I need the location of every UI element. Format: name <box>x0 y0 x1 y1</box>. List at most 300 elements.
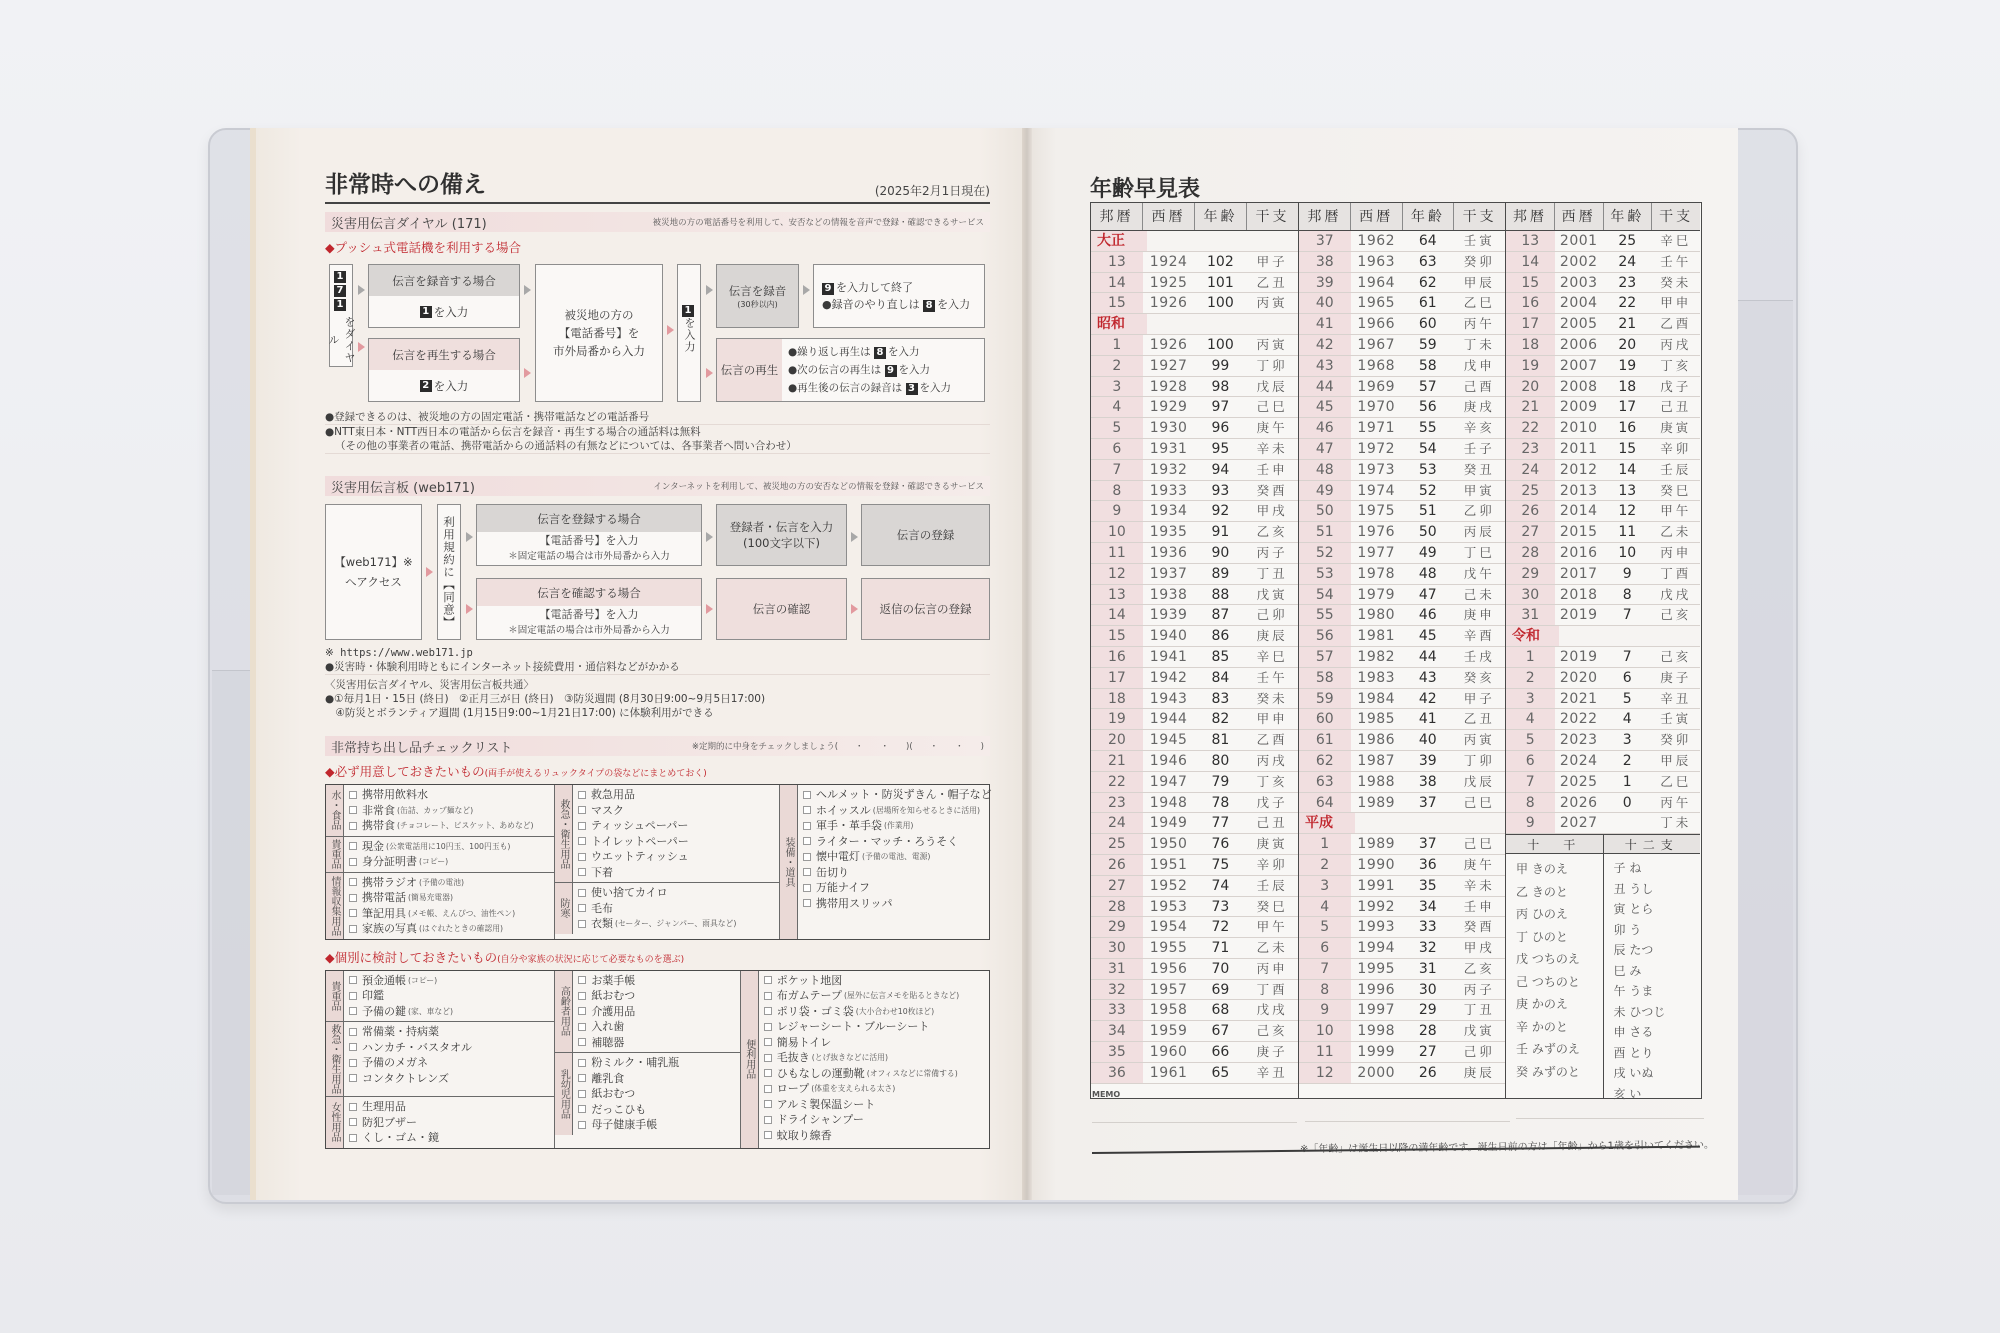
age: 24 <box>1618 253 1637 270</box>
japanese-year: 25 <box>1506 481 1555 501</box>
age-table-row <box>1506 397 1700 418</box>
checklist-item[interactable] <box>578 988 734 1004</box>
zodiac-legend-header <box>1506 834 1700 854</box>
checklist-item-label: 携帯ラジオ <box>362 875 417 889</box>
zodiac-sign: 丁亥 <box>1256 773 1288 789</box>
zodiac-sign: 庚午 <box>1256 420 1288 436</box>
checkbox-icon[interactable] <box>349 1059 357 1067</box>
zodiac-sign: 壬辰 <box>1256 877 1288 893</box>
checkbox-icon[interactable] <box>578 976 586 984</box>
checkbox-icon[interactable] <box>803 791 811 799</box>
zodiac-sign: 壬午 <box>1256 669 1288 685</box>
zodiac-sign: 壬辰 <box>1660 461 1692 477</box>
arrow-right-icon <box>803 285 810 295</box>
age-table-row <box>1299 460 1505 481</box>
japanese-year: 27 <box>1506 522 1555 542</box>
age-table-header-cell: 西暦 <box>1143 203 1195 230</box>
checklist-item[interactable] <box>578 885 774 901</box>
western-year: 2006 <box>1559 336 1598 353</box>
checkbox-icon[interactable] <box>578 1074 586 1082</box>
checklist-item[interactable] <box>578 1019 734 1035</box>
checkbox-icon[interactable] <box>349 1074 357 1082</box>
checklist-item[interactable] <box>349 854 549 870</box>
checklist-item[interactable] <box>349 1024 549 1040</box>
checklist-item[interactable] <box>764 1097 984 1113</box>
checklist-item[interactable] <box>578 1004 734 1020</box>
checklist-item[interactable] <box>764 973 984 989</box>
checkbox-icon[interactable] <box>803 806 811 814</box>
western-year: 1998 <box>1357 1023 1396 1040</box>
checklist-group-label: 救急・衛生用品 <box>555 785 573 882</box>
age: 27 <box>1418 1044 1437 1061</box>
checklist-item[interactable] <box>578 1086 734 1102</box>
press-1-box <box>677 264 701 402</box>
age: 57 <box>1418 378 1437 395</box>
western-year: 1973 <box>1357 461 1396 478</box>
checklist-item[interactable] <box>349 1040 549 1056</box>
japanese-year: 35 <box>1091 1042 1143 1062</box>
emergency-preparedness-section <box>325 172 990 1149</box>
checkbox-icon[interactable] <box>578 992 586 1000</box>
checklist-item[interactable] <box>578 865 774 881</box>
key-2-icon: 2 <box>420 380 432 392</box>
record-box <box>716 264 799 328</box>
western-year: 1934 <box>1149 503 1188 520</box>
western-year: 1941 <box>1149 648 1188 665</box>
checkbox-icon[interactable] <box>764 992 772 1000</box>
checkbox-icon[interactable] <box>578 837 586 845</box>
western-year: 1960 <box>1149 1044 1188 1061</box>
checkbox-icon[interactable] <box>578 822 586 830</box>
zodiac-sign: 甲午 <box>1660 503 1692 519</box>
zodiac-sign: 丙戌 <box>1256 752 1288 768</box>
checklist-item[interactable] <box>764 1035 984 1051</box>
checklist-item[interactable] <box>803 787 992 803</box>
japanese-year: 7 <box>1506 772 1555 792</box>
western-year: 1972 <box>1357 440 1396 457</box>
age: 33 <box>1418 919 1437 936</box>
western-year: 1959 <box>1149 1023 1188 1040</box>
era-row <box>1506 626 1700 647</box>
checkbox-icon[interactable] <box>578 791 586 799</box>
junishi-item: 申 さる <box>1613 1025 1654 1040</box>
checklist-group <box>741 971 989 1148</box>
age-table-row <box>1506 772 1700 793</box>
checklist-item[interactable] <box>803 803 992 819</box>
age-table-row <box>1091 626 1298 647</box>
checkbox-icon[interactable] <box>803 853 811 861</box>
era-row <box>1091 231 1298 252</box>
japanese-year: 52 <box>1299 543 1351 563</box>
checkbox-icon[interactable] <box>349 992 357 1000</box>
era-name: 大正 <box>1091 231 1147 251</box>
age: 11 <box>1618 524 1637 541</box>
checkbox-icon[interactable] <box>349 842 357 850</box>
checklist-item[interactable] <box>349 1115 549 1131</box>
zodiac-sign: 庚子 <box>1256 1044 1288 1060</box>
key-1-icon: 1 <box>420 306 432 318</box>
dial-171-flow <box>325 260 990 394</box>
age-table-header <box>1299 203 1505 231</box>
age: 55 <box>1418 420 1437 437</box>
zodiac-sign: 甲申 <box>1256 711 1288 727</box>
checklist-item-label: 介護用品 <box>591 1004 636 1018</box>
checkbox-icon[interactable] <box>578 1038 586 1046</box>
checkbox-icon[interactable] <box>764 976 772 984</box>
age-table-row <box>1091 273 1298 294</box>
key-1-icon: 1 <box>682 305 694 317</box>
age-table-row <box>1299 1063 1505 1084</box>
japanese-year: 6 <box>1506 751 1555 771</box>
western-year: 1926 <box>1149 336 1188 353</box>
junishi-item: 未 ひつじ <box>1613 1004 1666 1019</box>
checklist-item[interactable] <box>764 1066 984 1082</box>
checklist-column <box>555 785 780 939</box>
checklist-item[interactable] <box>578 973 734 989</box>
checklist-item[interactable] <box>578 1102 734 1118</box>
checkbox-icon[interactable] <box>578 1121 586 1129</box>
age-table-row <box>1299 647 1505 668</box>
age-table-row <box>1299 897 1505 918</box>
checkbox-icon[interactable] <box>764 1085 772 1093</box>
checklist-band <box>325 736 990 756</box>
age: 48 <box>1418 565 1437 582</box>
checklist-item-label: トイレットペーパー <box>590 834 689 848</box>
western-year: 2003 <box>1559 274 1598 291</box>
zodiac-sign: 辛卯 <box>1660 440 1692 456</box>
checkbox-icon[interactable] <box>764 1131 772 1139</box>
western-year: 1936 <box>1149 544 1188 561</box>
checklist-item[interactable] <box>803 849 992 865</box>
zodiac-sign: 丙午 <box>1463 316 1495 332</box>
checklist-item-label: 現金 <box>362 839 384 853</box>
checkbox-icon[interactable] <box>349 791 357 799</box>
checklist-item-label: アルミ製保温シート <box>776 1097 876 1111</box>
checklist-item[interactable] <box>349 1130 549 1146</box>
western-year: 1946 <box>1149 752 1188 769</box>
japanese-year: 1 <box>1299 834 1351 854</box>
checklist-item[interactable] <box>578 849 774 865</box>
checklist-group <box>555 971 739 1054</box>
zodiac-sign: 乙酉 <box>1256 732 1288 748</box>
age <box>1603 813 1652 833</box>
age: 12 <box>1618 503 1637 520</box>
checklist-group <box>555 883 779 934</box>
age: 26 <box>1418 1064 1437 1081</box>
checkbox-icon[interactable] <box>578 853 586 861</box>
checkbox-icon[interactable] <box>803 822 811 830</box>
age: 50 <box>1418 524 1437 541</box>
checkbox-icon[interactable] <box>764 1069 772 1077</box>
age: 21 <box>1618 316 1637 333</box>
checklist-item-label: 印鑑 <box>362 989 384 1002</box>
checklist-item[interactable] <box>578 916 774 932</box>
age-table-row <box>1091 501 1298 522</box>
age-table-row <box>1299 709 1505 730</box>
checklist-item[interactable] <box>349 1055 549 1071</box>
checklist-item[interactable] <box>803 834 992 850</box>
checklist-item[interactable] <box>349 1004 549 1020</box>
zodiac-sign: 戊午 <box>1463 565 1495 581</box>
age-chart-section <box>1090 172 1702 1099</box>
age: 84 <box>1211 669 1230 686</box>
age-table-header-cell: 邦暦 <box>1091 203 1143 230</box>
record-detail-line: ●録音のやり直しは <box>822 298 924 311</box>
checklist-item[interactable] <box>803 865 992 881</box>
checkbox-icon[interactable] <box>578 920 586 928</box>
age-table-row <box>1091 668 1298 689</box>
western-year: 1977 <box>1357 544 1396 561</box>
checkbox-icon[interactable] <box>349 976 357 984</box>
junishi-item: 丑 うし <box>1613 881 1654 896</box>
zodiac-sign: 己丑 <box>1660 399 1692 415</box>
age-table-row <box>1299 335 1505 356</box>
age-table-header <box>1506 203 1700 231</box>
checklist-item-label: 毛抜き <box>776 1051 810 1064</box>
checkbox-icon[interactable] <box>349 1007 357 1015</box>
checkbox-icon[interactable] <box>349 1118 357 1126</box>
checklist-item-label: ハンカチ・バスタオル <box>362 1040 472 1054</box>
era-name: 昭和 <box>1091 314 1147 334</box>
japanese-year: 61 <box>1299 730 1351 750</box>
checklist-item[interactable] <box>578 787 774 803</box>
checkbox-icon[interactable] <box>349 806 357 814</box>
checkbox-icon[interactable] <box>764 1038 772 1046</box>
zodiac-sign: 癸酉 <box>1463 919 1495 935</box>
checkbox-icon[interactable] <box>349 1043 357 1051</box>
age: 41 <box>1418 711 1437 728</box>
age: 9 <box>1622 565 1632 582</box>
age-table-row <box>1091 751 1298 772</box>
zodiac-sign: 乙巳 <box>1463 295 1495 311</box>
checklist-item-label: コンタクトレンズ <box>362 1071 449 1085</box>
jikkan-item: 辛 かのと <box>1516 1019 1568 1034</box>
arrow-right-icon <box>706 285 713 295</box>
age-table-row <box>1091 647 1298 668</box>
age-table-column <box>1299 203 1506 1098</box>
japanese-year: 22 <box>1091 772 1143 792</box>
zodiac-sign: 丁未 <box>1463 336 1495 352</box>
age-table-row <box>1506 543 1700 564</box>
register-case-title: 伝言を登録する場合 <box>477 505 701 532</box>
checklist-item[interactable] <box>764 988 984 1004</box>
junishi-item: 辰 たつ <box>1613 943 1654 958</box>
zodiac-sign: 壬午 <box>1660 253 1692 269</box>
checkbox-icon[interactable] <box>764 1116 772 1124</box>
age: 5 <box>1622 690 1632 707</box>
japanese-year: 47 <box>1299 439 1351 459</box>
checklist-item[interactable] <box>349 921 549 937</box>
checklist-item[interactable] <box>803 880 992 896</box>
checklist-item-label: ポケット地図 <box>776 973 843 987</box>
arrow-right-icon <box>667 325 674 335</box>
checklist-item[interactable] <box>349 973 549 989</box>
japanese-year: 38 <box>1299 252 1351 272</box>
western-year: 1975 <box>1357 503 1396 520</box>
checkbox-icon[interactable] <box>803 884 811 892</box>
checklist-item[interactable] <box>349 1071 549 1087</box>
play-case-box <box>368 338 520 402</box>
checklist-item[interactable] <box>764 1019 984 1035</box>
record-case-title: 伝言を録音する場合 <box>369 265 519 296</box>
dial-label: をダイヤル <box>327 315 356 364</box>
checklist-item[interactable] <box>764 1050 984 1066</box>
age: 4 <box>1622 711 1632 728</box>
checklist-item[interactable] <box>349 787 549 803</box>
age: 82 <box>1211 711 1230 728</box>
age: 101 <box>1207 274 1234 291</box>
checkbox-icon[interactable] <box>349 894 357 902</box>
checklist-item[interactable] <box>803 818 992 834</box>
checklist-item[interactable] <box>764 1112 984 1128</box>
japanese-year: 16 <box>1091 647 1143 667</box>
age-table-row <box>1506 605 1700 626</box>
era-name: 平成 <box>1299 813 1355 833</box>
checklist-item[interactable] <box>578 1117 734 1133</box>
checklist-item[interactable] <box>349 875 549 891</box>
japanese-year: 62 <box>1299 751 1351 771</box>
checkbox-icon[interactable] <box>578 889 586 897</box>
checkbox-icon[interactable] <box>764 1054 772 1062</box>
checkbox-icon[interactable] <box>803 837 811 845</box>
checklist-item-label: 軍手・革手袋 <box>816 819 882 832</box>
push-phone-heading: ◆プッシュ式電話機を利用する場合 <box>325 240 521 255</box>
checkbox-icon[interactable] <box>764 1023 772 1031</box>
checklist-item[interactable] <box>578 1055 734 1071</box>
checkbox-icon[interactable] <box>349 909 357 917</box>
japanese-year: 33 <box>1091 1000 1143 1020</box>
age-table <box>1090 202 1702 1099</box>
arrow-right-icon <box>851 532 858 542</box>
checklist-item[interactable] <box>578 818 774 834</box>
checkbox-icon[interactable] <box>578 806 586 814</box>
jikkan-item: 癸 みずのと <box>1516 1064 1580 1079</box>
checkbox-icon[interactable] <box>578 1007 586 1015</box>
western-year: 1949 <box>1149 815 1188 832</box>
western-year: 1929 <box>1149 399 1188 416</box>
age: 17 <box>1618 399 1637 416</box>
checklist-item[interactable] <box>349 906 549 922</box>
western-year: 1999 <box>1357 1044 1396 1061</box>
japanese-year: 50 <box>1299 501 1351 521</box>
zodiac-sign: 乙亥 <box>1463 960 1495 976</box>
memo-label: MEMO <box>1092 1090 1121 1099</box>
age-table-row <box>1506 689 1700 710</box>
must-have-heading <box>325 762 990 780</box>
japanese-year: 9 <box>1299 1000 1351 1020</box>
checkbox-icon[interactable] <box>349 925 357 933</box>
arrow-right-icon <box>706 532 713 542</box>
zodiac-sign: 戊子 <box>1256 794 1288 810</box>
reply-box: 返信の伝言の登録 <box>861 578 990 640</box>
age: 0 <box>1622 794 1632 811</box>
arrow-right-icon <box>851 604 858 614</box>
checklist-item-label: 携帯食 <box>362 819 395 832</box>
japanese-year: 29 <box>1091 917 1143 937</box>
checkbox-icon[interactable] <box>578 904 586 912</box>
checkbox-icon[interactable] <box>349 822 357 830</box>
checkbox-icon[interactable] <box>803 868 811 876</box>
checklist-item[interactable] <box>764 1128 984 1144</box>
checklist-item[interactable] <box>349 839 549 855</box>
checkbox-icon[interactable] <box>803 899 811 907</box>
checklist-item[interactable] <box>578 1071 734 1087</box>
age: 65 <box>1211 1064 1230 1081</box>
checklist-item[interactable] <box>764 1004 984 1020</box>
era-row <box>1299 813 1505 834</box>
western-year: 1931 <box>1149 440 1188 457</box>
checkbox-icon[interactable] <box>349 878 357 886</box>
checkbox-icon[interactable] <box>764 1007 772 1015</box>
record-detail-line: を入力 <box>937 298 971 311</box>
checklist-item[interactable] <box>349 988 549 1004</box>
japanese-year: 12 <box>1299 1063 1351 1083</box>
checkbox-icon[interactable] <box>578 1023 586 1031</box>
checkbox-icon[interactable] <box>578 868 586 876</box>
checkbox-icon[interactable] <box>349 858 357 866</box>
japanese-year: 54 <box>1299 585 1351 605</box>
western-year: 1932 <box>1149 461 1188 478</box>
checklist-item[interactable] <box>578 1035 734 1051</box>
checklist-item-label: 懐中電灯 <box>816 850 860 863</box>
japanese-year: 53 <box>1299 564 1351 584</box>
checklist-item[interactable] <box>764 1081 984 1097</box>
checkbox-icon[interactable] <box>578 1105 586 1113</box>
age-table-row <box>1506 252 1700 273</box>
page-title: 非常時への備え <box>325 172 486 198</box>
zodiac-sign: 辛丑 <box>1660 690 1692 706</box>
japanese-year: 8 <box>1506 793 1555 813</box>
age-table-row <box>1091 772 1298 793</box>
zodiac-sign: 丁亥 <box>1660 357 1692 373</box>
age: 76 <box>1211 836 1230 853</box>
checkbox-icon[interactable] <box>349 1134 357 1142</box>
age-table-header <box>1091 203 1298 231</box>
checklist-item-label: 粉ミルク・哺乳瓶 <box>591 1056 680 1069</box>
checkbox-icon[interactable] <box>349 1028 357 1036</box>
checkbox-icon[interactable] <box>578 1090 586 1098</box>
must-have-note: (両手が使えるリュックタイプの袋などにまとめておく) <box>484 769 707 779</box>
western-year: 1943 <box>1149 690 1188 707</box>
checkbox-icon[interactable] <box>349 1103 357 1111</box>
checklist-item-label: 紙おむつ <box>591 1087 636 1100</box>
dial-171-title: 災害用伝言ダイヤル (171) <box>331 216 487 232</box>
age: 14 <box>1618 461 1637 478</box>
jikkan-header: 十 干 <box>1506 835 1604 853</box>
zodiac-sign: 己巳 <box>1463 836 1495 852</box>
checklist-group-label: 乳幼児用品 <box>555 1053 573 1135</box>
checklist-item[interactable] <box>803 896 992 912</box>
checklist-item[interactable] <box>578 901 774 917</box>
checkbox-icon[interactable] <box>764 1100 772 1108</box>
checklist-item[interactable] <box>349 1099 549 1115</box>
japanese-year: 34 <box>1091 1021 1143 1041</box>
checklist-item-note: (予備の電池、電源) <box>862 852 931 861</box>
checklist-item[interactable] <box>349 818 549 834</box>
checklist-item[interactable] <box>578 834 774 850</box>
checkbox-icon[interactable] <box>578 1059 586 1067</box>
zodiac-sign: 甲子 <box>1463 690 1495 706</box>
checklist-item[interactable] <box>349 890 549 906</box>
age-table-row <box>1091 959 1298 980</box>
checklist-item-note: (メモ帳、えんぴつ、油性ペン) <box>408 908 516 918</box>
checklist-item[interactable] <box>349 803 549 819</box>
japanese-year: 11 <box>1299 1042 1351 1062</box>
age: 64 <box>1418 233 1437 249</box>
checklist-item-label: 防犯ブザー <box>362 1115 417 1129</box>
checklist-item[interactable] <box>578 803 774 819</box>
age-table-row <box>1299 772 1505 793</box>
